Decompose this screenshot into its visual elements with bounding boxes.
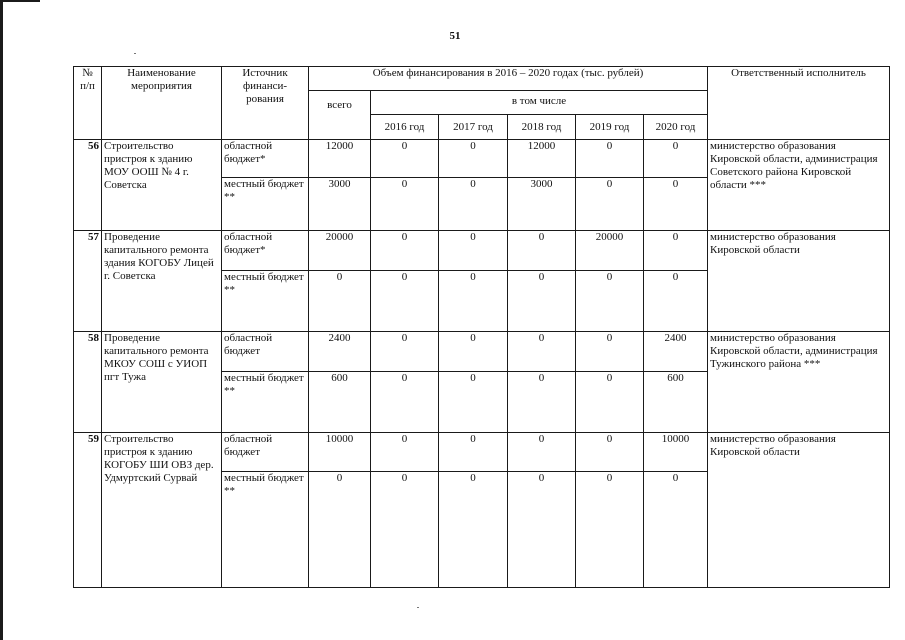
amount-year-2016: 0 [371,471,439,587]
amount-year-2020: 0 [644,140,708,178]
row-number: 57 [74,231,102,332]
amount-total: 600 [309,372,371,433]
amount-year-2019: 0 [576,471,644,587]
funding-source: местный бюджет ** [222,177,309,231]
header-total: всего [309,91,371,140]
header-volume: Объем финансирования в 2016 – 2020 годах (тыс. рублей) [309,67,708,91]
scan-border-left [0,0,3,640]
amount-year-2016: 0 [371,332,439,372]
amount-year-2018: 12000 [508,140,576,178]
amount-year-2018: 0 [508,271,576,332]
amount-year-2020: 0 [644,471,708,587]
amount-total: 0 [309,471,371,587]
measure-name: Строительство пристроя к зданию КОГОБУ ШИ ОВЗ дер. Удмуртский Сурвай [102,433,222,588]
measure-name: Строительство пристроя к зданию МОУ ООШ № 4 г. Советска [102,140,222,231]
funding-source: местный бюджет ** [222,271,309,332]
header-year-2020: 2020 год [644,115,708,140]
amount-year-2016: 0 [371,433,439,472]
amount-year-2017: 0 [439,471,508,587]
amount-year-2017: 0 [439,231,508,271]
amount-year-2019: 0 [576,332,644,372]
amount-year-2019: 0 [576,433,644,472]
amount-year-2018: 0 [508,372,576,433]
row-number: 59 [74,433,102,588]
amount-year-2016: 0 [371,140,439,178]
amount-total: 2400 [309,332,371,372]
funding-source: местный бюджет ** [222,471,309,587]
funding-source: местный бюджет ** [222,372,309,433]
header-year-2019: 2019 год [576,115,644,140]
measure-name: Проведение капитального ремонта здания КОГОБУ Лицей г. Советска [102,231,222,332]
amount-total: 3000 [309,177,371,231]
amount-total: 10000 [309,433,371,472]
amount-year-2018: 0 [508,332,576,372]
amount-total: 0 [309,271,371,332]
funding-source: областной бюджет [222,433,309,472]
amount-year-2017: 0 [439,177,508,231]
amount-year-2018: 0 [508,231,576,271]
header-year-2017: 2017 год [439,115,508,140]
amount-year-2020: 2400 [644,332,708,372]
header-year-2016: 2016 год [371,115,439,140]
amount-year-2017: 0 [439,140,508,178]
measure-name: Проведение капитального ремонта МКОУ СОШ с УИОП пгт Тужа [102,332,222,433]
funding-source: областной бюджет* [222,231,309,271]
table-row [74,332,890,372]
funding-source: областной бюджет* [222,140,309,178]
amount-year-2016: 0 [371,271,439,332]
amount-year-2018: 0 [508,433,576,472]
amount-year-2018: 3000 [508,177,576,231]
amount-year-2020: 0 [644,231,708,271]
responsible-executor: министерство образования Кировской области [708,433,890,588]
amount-year-2020: 0 [644,177,708,231]
table-row [74,433,890,472]
amount-year-2019: 0 [576,140,644,178]
table-body [74,140,890,588]
table-row [74,231,890,271]
header-source: Источник финанси- рования [222,67,309,140]
amount-year-2019: 0 [576,372,644,433]
scan-speck [134,53,136,54]
financing-table [73,66,890,588]
header-num: № п/п [74,67,102,140]
table-row [74,140,890,178]
header-year-2018: 2018 год [508,115,576,140]
scan-speck [417,607,419,608]
amount-year-2017: 0 [439,271,508,332]
funding-source: областной бюджет [222,332,309,372]
amount-year-2017: 0 [439,433,508,472]
scan-border-top [0,0,40,2]
responsible-executor: министерство образования Кировской области [708,231,890,332]
page-number: 51 [449,30,461,42]
header-responsible: Ответственный исполнитель [708,67,890,140]
amount-year-2019: 0 [576,177,644,231]
header-name: Наименование мероприятия [102,67,222,140]
amount-year-2020: 0 [644,271,708,332]
amount-year-2017: 0 [439,332,508,372]
amount-total: 12000 [309,140,371,178]
amount-year-2020: 10000 [644,433,708,472]
amount-year-2020: 600 [644,372,708,433]
responsible-executor: министерство образования Кировской области, администрация Тужинского района *** [708,332,890,433]
amount-total: 20000 [309,231,371,271]
amount-year-2017: 0 [439,372,508,433]
header-including: в том числе [371,91,708,115]
amount-year-2016: 0 [371,177,439,231]
amount-year-2019: 0 [576,271,644,332]
amount-year-2019: 20000 [576,231,644,271]
amount-year-2018: 0 [508,471,576,587]
row-number: 56 [74,140,102,231]
row-number: 58 [74,332,102,433]
amount-year-2016: 0 [371,372,439,433]
amount-year-2016: 0 [371,231,439,271]
responsible-executor: министерство образования Кировской области, администрация Советского района Кировской области *** [708,140,890,231]
table-header [74,67,890,140]
